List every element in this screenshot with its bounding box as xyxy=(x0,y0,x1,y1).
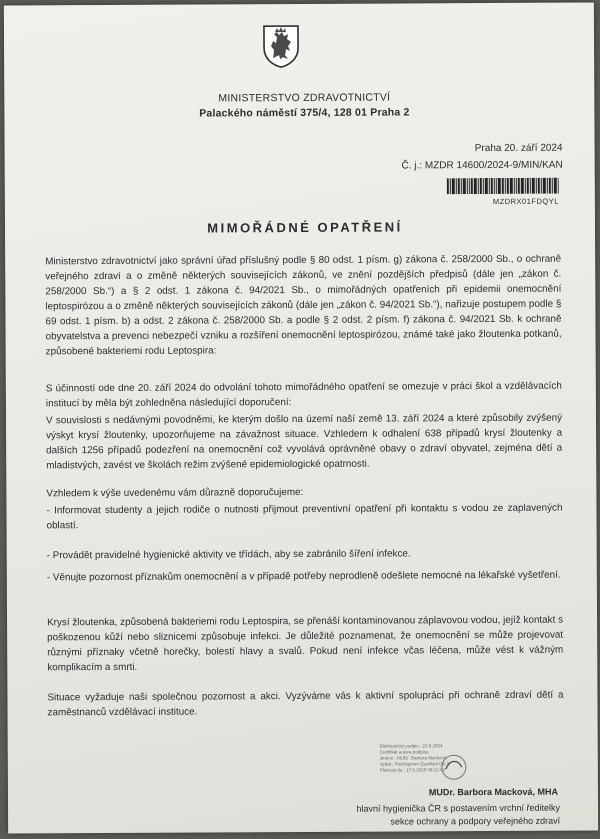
recommendation-item: - Věnujte pozornost příznakům onemocnění a v případě potřeby neprodleně odešlete nemocné na lékařské vyšetření. xyxy=(46,569,561,584)
recommendation-intro: Vzhledem k výše uvedenému vám důrazně doporučujeme: xyxy=(46,486,304,500)
document-page xyxy=(4,2,598,833)
effective-date-paragraph: S účinností ode dne 20. září 2024 do odvolání tohoto mimořádného opatření se omezuje v práci škol a vzdělávacích institucí by měla být zohledněna následující doporučení: xyxy=(45,380,562,410)
document-date: Praha 20. září 2024 xyxy=(474,142,563,155)
electronic-signature-stamp xyxy=(380,743,472,787)
stamp-line: Jméno : MUDr. Barbora Macková xyxy=(379,755,447,761)
closing-paragraph: Situace vyžaduje naši společnou pozornost a akci. Vyzýváme vás k aktivní spolupráci při ochraně zdraví dětí a zaměstnanců vzdělávací instituce. xyxy=(47,689,564,719)
recommendation-item: - Provádět pravidelné hygienické aktivity ve třídách, aby se zabránilo šíření infekce. xyxy=(46,548,411,562)
stamp-line: Elektronický podpis - 20.9.2024 xyxy=(379,743,443,749)
disease-info-paragraph: Krysí žloutenka, způsobená bakteriemi rodu Leptospira, se přenáší kontaminovanou záplavovou vodou, jejíž kontakt s poškozenou kůží nebo sliznicemi způsobuje infekci. Je důležité poznamenat, že onemocnění se může projevovat různými příznaky včetně horečky, bolestí hlavy a svalů. Pokud není infekce včas léčena, může vést k vážným komplikacím a smrti. xyxy=(47,614,564,674)
recommendation-item: - Informovat studenty a jejich rodiče o nutnosti přijmout preventivní opatření při kontaktu s vodou ze zaplavených oblastí. xyxy=(46,502,563,532)
stamp-line: Vydal : PostSignum Qualified CA 4 xyxy=(379,761,449,767)
ministry-name: MINISTERSTVO ZDRAVOTNICTVÍ xyxy=(218,91,391,105)
document-title: MIMOŘÁDNÉ OPATŘENÍ xyxy=(207,219,403,236)
signer-department: sekce ochrany a podpory veřejného zdraví xyxy=(390,815,561,827)
ministry-address: Palackého náměstí 375/4, 128 01 Praha 2 xyxy=(199,106,410,120)
stamp-line: Platnost do : 17.6.2025 09:12:03 xyxy=(379,767,445,773)
barcode-text: MZDRX01FDQYL xyxy=(492,196,559,206)
legal-basis-paragraph: Ministerstvo zdravotnictví jako správní úřad příslušný podle § 80 odst. 1 písm. g) zákona č. 258/2000 Sb., o ochraně veřejného zdraví a o změně některých souvisejících zákonů, ve znění pozdějších předpisů (dále jen „zákon č. 258/2000 Sb.“) a § 2 odst. 1 zákona č. 94/2021 Sb., o mimořádných opatřeních při epidemii onemocnění leptospirózou a o změně některých souvisejících zákonů (dále jen „zákon č. 94/2021 Sb.“), nařizuje postupem podle § 69 odst. 1 písm. b) a odst. 2 zákona č. 258/2000 Sb. a podle § 2 odst. 2 písm. f) zákona č. 94/2021 Sb. k ochraně obyvatelstva a prevenci nebezpečí vzniku a rozšíření onemocnění leptospirózou, známé také jako žloutenka potkanů, způsobené bakteriemi rodu Leptospira: xyxy=(45,253,562,358)
barcode-icon xyxy=(447,178,559,195)
situation-paragraph: V souvislosti s nedávnými povodněmi, ke kterým došlo na území naší země 13. září 2024 a které způsobily zvýšený výskyt krysí žloutenky, upozorňujeme na závažnost situace. Vzhledem k odhalení 638 případů krysí žloutenky a dalších 1256 případů podezření na onemocnění což vyvolává oprávněné obavy o zdraví obyvatel, zejména dětí a mladistvých, zavést ve školách režim zvýšené epidemiologické opatrnosti. xyxy=(45,412,563,472)
stamp-line: Certifikát autora podpisu : xyxy=(379,749,432,755)
signature-seal-icon xyxy=(440,753,468,781)
signer-name: MUDr. Barbora Macková, MHA xyxy=(428,786,558,798)
coat-of-arms-lion-icon xyxy=(262,24,300,68)
signer-title: hlavní hygienička ČR s postavením vrchní ředitelky xyxy=(356,802,561,814)
reference-number: Č. j.: MZDR 14600/2024-9/MIN/KAN xyxy=(401,159,563,172)
